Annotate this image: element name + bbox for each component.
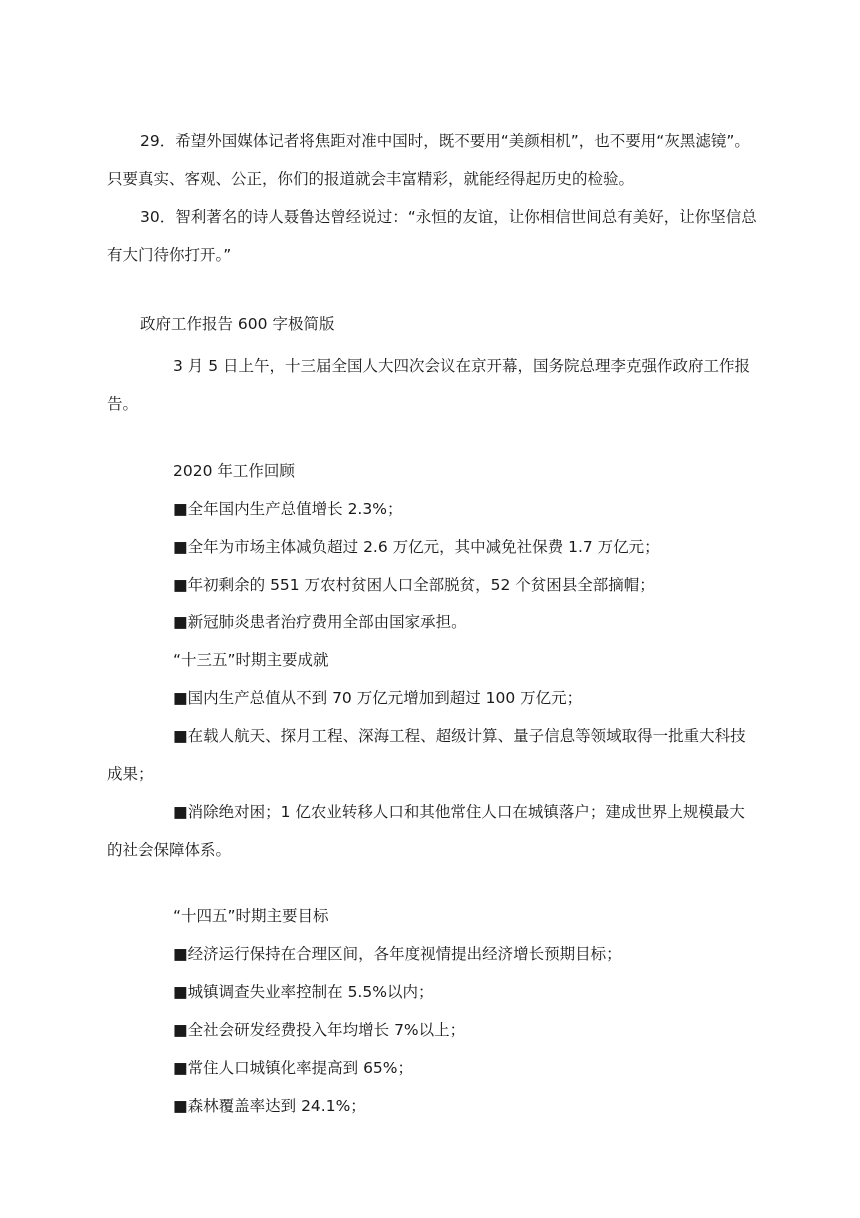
section-heading-14th: “十四五”时期主要目标 [173, 907, 329, 925]
section-heading-13th: “十三五”时期主要成就 [173, 651, 329, 669]
list-item: ■消除绝对困；1 亿农业转移人口和其他常住人口在城镇落户；建成世界上规模最大的社会保障体系。 [107, 803, 745, 859]
list-item: ■国内生产总值从不到 70 万亿元增加到超过 100 万亿元； [173, 689, 583, 707]
list-item: ■经济运行保持在合理区间，各年度视情提出经济增长预期目标； [173, 945, 622, 963]
section-heading-2020: 2020 年工作回顾 [173, 462, 295, 480]
report-title: 政府工作报告 600 字极简版 [140, 315, 335, 333]
list-item-30: 30．智利著名的诗人聂鲁达曾经说过：“永恒的友谊，让你相信世间总有美好，让你坚信总有大门待你打开。” [107, 208, 757, 264]
list-item: ■森林覆盖率达到 24.1%； [173, 1097, 366, 1115]
list-item-29: 29．希望外国媒体记者将焦距对准中国时，既不要用“美颜相机”，也不要用“灰黑滤镜”。只要真实、客观、公正，你们的报道就会丰富精彩，就能经得起历史的检验。 [107, 132, 750, 188]
list-item: ■全年为市场主体减负超过 2.6 万亿元，其中减免社保费 1.7 万亿元； [173, 538, 660, 556]
intro-paragraph: 3 月 5 日上午，十三届全国人大四次会议在京开幕，国务院总理李克强作政府工作报告。 [107, 357, 751, 413]
list-item: ■全社会研发经费投入年均增长 7%以上； [173, 1021, 466, 1039]
list-item: ■常住人口城镇化率提高到 65%； [173, 1059, 414, 1077]
list-item: ■年初剩余的 551 万农村贫困人口全部脱贫，52 个贫困县全部摘帽； [173, 576, 655, 594]
list-item: ■全年国内生产总值增长 2.3%； [173, 500, 403, 518]
list-item: ■新冠肺炎患者治疗费用全部由国家承担。 [173, 613, 467, 631]
list-item: ■在载人航天、探月工程、深海工程、超级计算、量子信息等领域取得一批重大科技成果； [107, 727, 746, 783]
list-item: ■城镇调查失业率控制在 5.5%以内； [173, 983, 434, 1001]
